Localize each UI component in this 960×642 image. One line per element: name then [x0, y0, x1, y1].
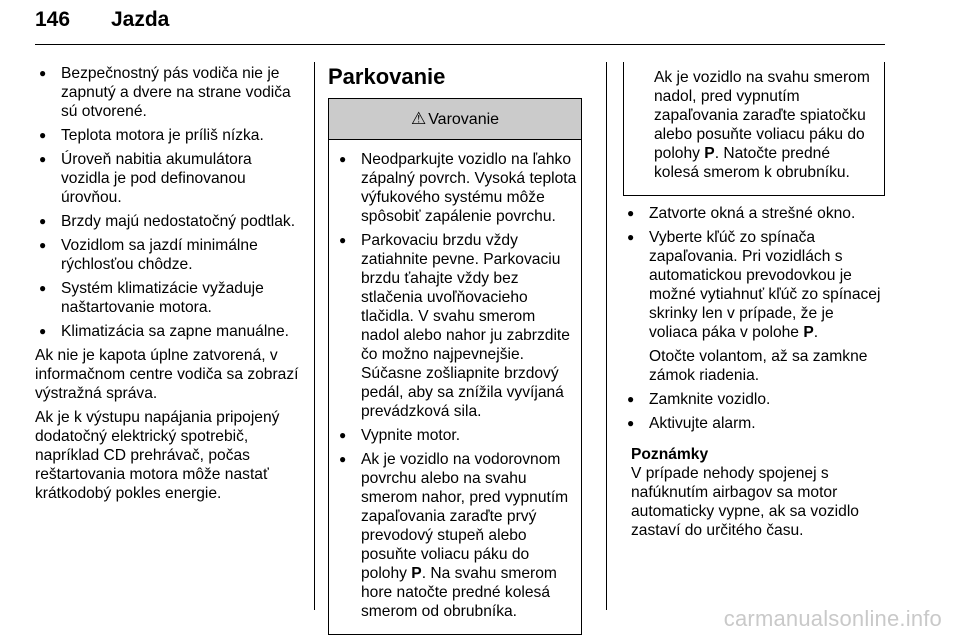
gear-position: P [704, 145, 715, 162]
gear-position: P [803, 324, 814, 341]
column-middle [328, 64, 582, 635]
final-steps-list [623, 390, 885, 433]
list-item: ● Ak je vozidlo na vodorovnom povrchu alebo na svahu smerom nahor, pred vypnutím zapaľovania zaraďte prvý prevodový stupeň alebo posuňte voliacu páku do polohy P. Na svahu smerom hore natočte predné kolesá smerom od obrubníka. [335, 450, 577, 621]
list-item: ● Systém klimatizácie vyžaduje naštartovanie motora. [35, 279, 303, 317]
warning-body [329, 140, 581, 634]
list-item: ● Teplota motora je príliš nízka. [35, 126, 303, 145]
note-block [623, 445, 885, 540]
list-item: ● Brzdy majú nedostatočný podtlak. [35, 212, 303, 231]
steering-lock-text: Otočte volantom, až sa zamkne zámok riadenia. [649, 348, 868, 384]
list-item: ● Úroveň nabitia akumulátora vozidla je pod definovanou úrovňou. [35, 150, 303, 207]
box-list [623, 204, 885, 385]
list-item: ● Zamknite vozidlo. [623, 390, 885, 409]
list-item: ● Vozidlom sa jazdí minimálne rýchlosťou chôdze. [35, 236, 303, 274]
column-divider-right [606, 62, 607, 610]
list-item: ● Aktivujte alarm. [623, 414, 885, 433]
section-title: Parkovanie [328, 64, 446, 89]
note-text: V prípade nehody spojenej s nafúknutím airbagov sa motor automaticky vypne, ak sa vozidlo zastaví do určitého času. [631, 465, 859, 539]
warning-box-continued [623, 62, 885, 196]
warning-box [328, 98, 582, 635]
column-right [623, 62, 885, 540]
list-item: ● Neodparkujte vozidlo na ľahko zápalný povrch. Vysoká teplota výfukového systému môže spôsobiť zapálenie povrchu. [335, 150, 577, 226]
page-header [35, 4, 885, 44]
note-title: Poznámky [631, 446, 709, 463]
column-left [35, 64, 303, 508]
chapter-title: Jazda [111, 8, 170, 31]
warning-header [329, 99, 581, 140]
list-item: ● Vyberte kľúč zo spínača zapaľovania. Pri vozidlách s automatickou prevodovkou je možné vytiahnuť kľúč zo spínacej skrinky len v prípade, že je voliaca páka v polohe P. Otočte volantom, až sa zamkne zámok riadenia. [623, 228, 885, 385]
header-rule [35, 44, 885, 45]
gear-position: P [411, 565, 422, 582]
warning-continuation: Ak je vozidlo na svahu smerom nadol, pred vypnutím zapaľovania zaraďte spiatočku alebo posuňte voliacu páku do polohy P. Natočte predné kolesá smerom k obrubníku. [654, 69, 870, 181]
column-divider-left [314, 62, 315, 610]
warning-list [335, 150, 577, 621]
page-number: 146 [35, 8, 71, 31]
list-item: ● Bezpečnostný pás vodiča nie je zapnutý a dvere na strane vodiča sú otvorené. [35, 64, 303, 121]
warning-icon: ⚠ [410, 109, 427, 128]
paragraph-power-outlet: Ak je k výstupu napájania pripojený dodatočný elektrický spotrebič, napríklad CD prehrávač, počas reštartovania motora môže nastať krátkodobý pokles energie. [35, 409, 280, 502]
list-item: ● Parkovaciu brzdu vždy zatiahnite pevne. Parkovaciu brzdu ťahajte vždy bez stlačenia uvoľňovacieho tlačidla. V svahu smerom nadol alebo nahor ju zabrzdite čo možno najpevnejšie. Súčasne zošliapnite brzdový pedál, aby sa znížila vyvíjaná prevádzková sila. [335, 231, 577, 421]
condition-list [35, 64, 303, 341]
warning-title: Varovanie [428, 111, 500, 128]
list-item: ● Zatvorte okná a strešné okno. [623, 204, 885, 223]
list-item: ● Vypnite motor. [335, 426, 577, 445]
paragraph-hood-warning: Ak nie je kapota úplne zatvorená, v informačnom centre vodiča sa zobrazí výstražná správa. [35, 347, 299, 402]
list-item: ● Klimatizácia sa zapne manuálne. [35, 322, 303, 341]
watermark: carmanualsonline.info [723, 606, 942, 631]
